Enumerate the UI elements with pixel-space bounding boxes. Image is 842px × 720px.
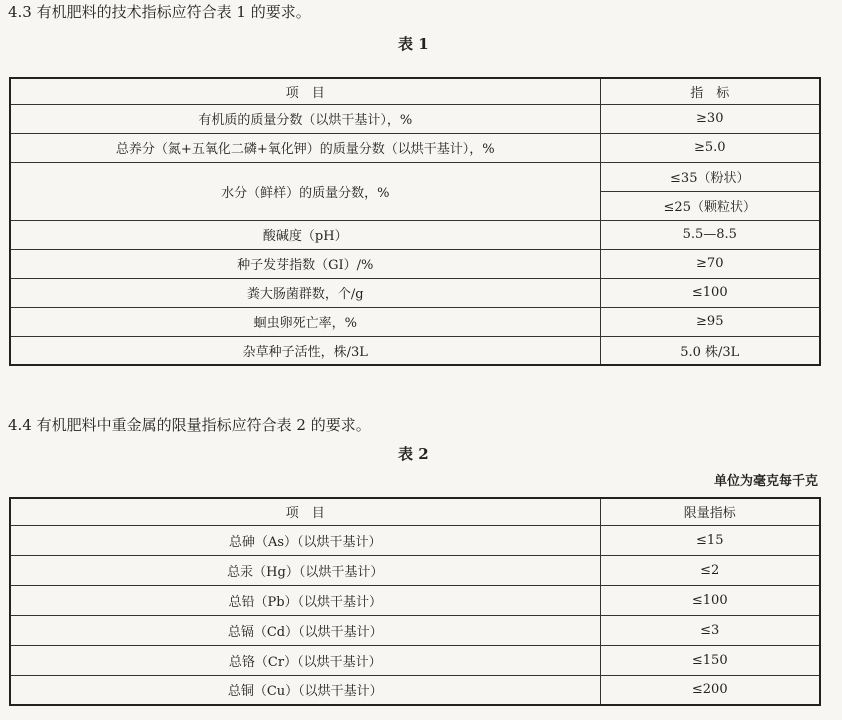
row-value: ≥5.0	[600, 133, 820, 162]
table-1-technical-indicators	[9, 77, 821, 366]
table-1-title: 表 1	[398, 35, 429, 53]
row-value: ≤100	[600, 278, 820, 307]
row-value: ≤2	[600, 555, 820, 585]
row-item: 总铬（Cr）（以烘干基计）	[10, 645, 600, 675]
row-value: ≤150	[600, 645, 820, 675]
table-2-title: 表 2	[398, 445, 429, 463]
table-row	[10, 615, 820, 645]
row-item: 粪大肠菌群数，个/g	[10, 278, 600, 307]
row-value: ≤200	[600, 675, 820, 705]
table-2-heavy-metal-limits	[9, 497, 821, 706]
table-row	[10, 675, 820, 705]
clause-4-4: 4.4 有机肥料中重金属的限量指标应符合表 2 的要求。	[8, 416, 371, 434]
header-indicator: 指 标	[600, 78, 820, 104]
row-value: ≤25（颗粒状）	[600, 191, 820, 220]
row-value: 5.5—8.5	[600, 220, 820, 249]
unit-note: 单位为毫克每千克	[713, 474, 818, 489]
row-item: 蛔虫卵死亡率，%	[10, 307, 600, 336]
row-item: 总砷（As）（以烘干基计）	[10, 525, 600, 555]
table-row	[10, 249, 820, 278]
table-row	[10, 162, 820, 191]
row-item: 水分（鲜样）的质量分数，%	[10, 162, 600, 220]
header-item: 项 目	[10, 498, 600, 525]
table-row	[10, 645, 820, 675]
header-item: 项 目	[10, 78, 600, 104]
row-value: 5.0 株/3L	[600, 336, 820, 365]
table-header-row	[10, 78, 820, 104]
row-value: ≥30	[600, 104, 820, 133]
row-item: 总铅（Pb）（以烘干基计）	[10, 585, 600, 615]
row-item: 有机质的质量分数（以烘干基计），%	[10, 104, 600, 133]
row-item: 总汞（Hg）（以烘干基计）	[10, 555, 600, 585]
clause-4-3: 4.3 有机肥料的技术指标应符合表 1 的要求。	[8, 3, 311, 21]
table-row	[10, 133, 820, 162]
table-row	[10, 336, 820, 365]
table-row	[10, 104, 820, 133]
row-value: ≥95	[600, 307, 820, 336]
table-row	[10, 555, 820, 585]
table-row	[10, 525, 820, 555]
row-value: ≤35（粉状）	[600, 162, 820, 191]
row-value: ≤3	[600, 615, 820, 645]
table-row	[10, 220, 820, 249]
row-item: 总养分（氮+五氧化二磷+氧化钾）的质量分数（以烘干基计），%	[10, 133, 600, 162]
table-row	[10, 307, 820, 336]
row-item: 总镉（Cd）（以烘干基计）	[10, 615, 600, 645]
row-value: ≤15	[600, 525, 820, 555]
row-item: 总铜（Cu）（以烘干基计）	[10, 675, 600, 705]
row-item: 酸碱度（pH）	[10, 220, 600, 249]
row-value: ≥70	[600, 249, 820, 278]
table-row	[10, 278, 820, 307]
row-item: 杂草种子活性，株/3L	[10, 336, 600, 365]
table-row	[10, 585, 820, 615]
header-limit: 限量指标	[600, 498, 820, 525]
row-value: ≤100	[600, 585, 820, 615]
table-header-row	[10, 498, 820, 525]
row-item: 种子发芽指数（GI）/%	[10, 249, 600, 278]
